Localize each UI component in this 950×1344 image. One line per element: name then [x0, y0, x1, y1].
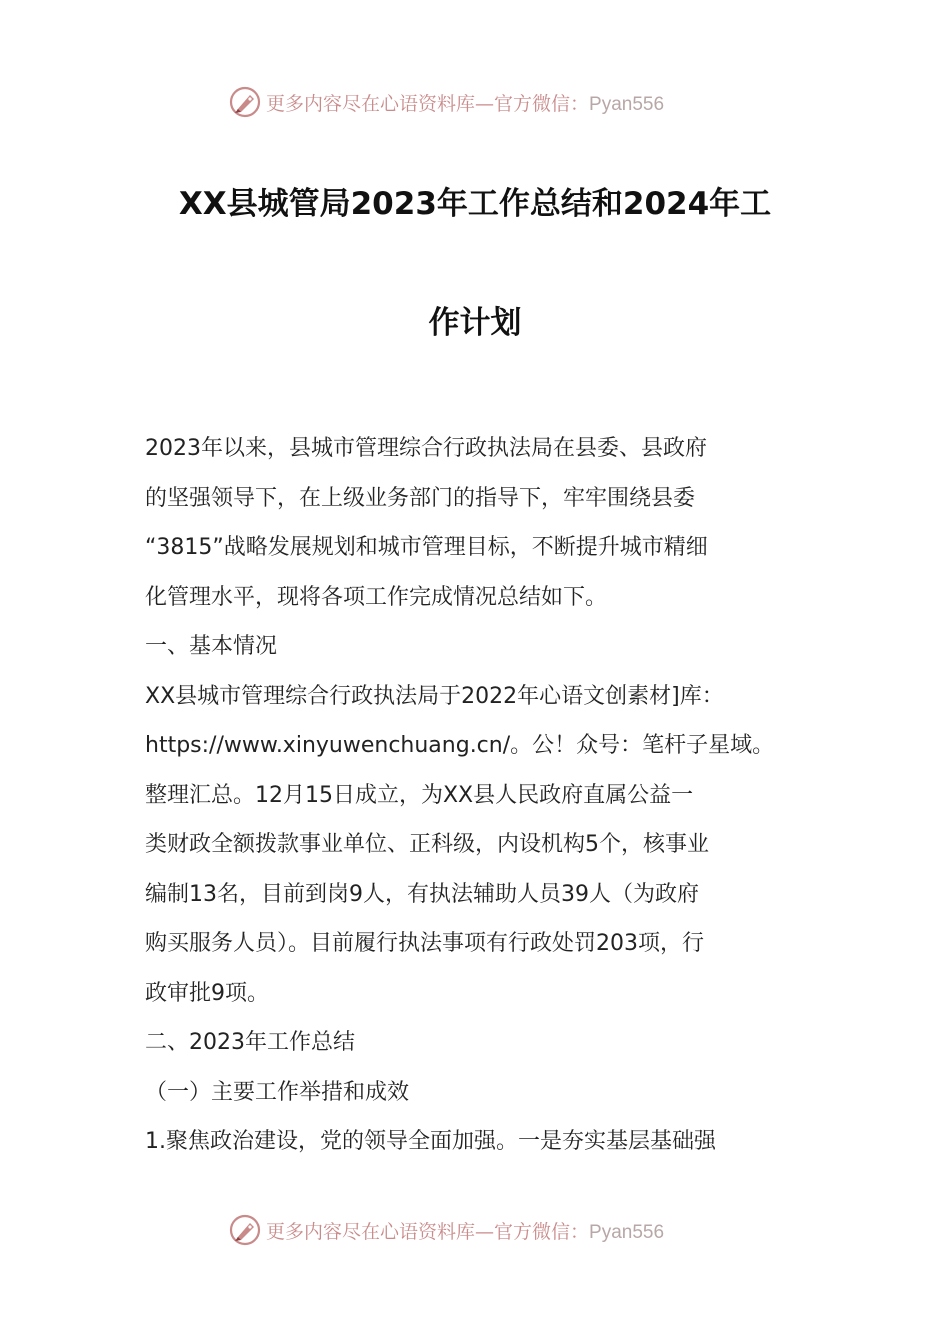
body-line: 编制13名，目前到岗9人，有执法辅助人员39人（为政府 [145, 881, 699, 907]
body-line: 的坚强领导下，在上级业务部门的指导下，牢牢围绕县委 [145, 485, 696, 511]
watermark-banner-bottom [228, 1210, 748, 1250]
body-line: 政审批9项。 [145, 980, 269, 1006]
body-line: XX县城市管理综合行政执法局于2022年心语文创素材]库： [145, 683, 724, 709]
body-line: 类财政全额拨款事业单位、正科级，内设机构5个，核事业 [145, 832, 709, 857]
wechat-id: Pyan556 [589, 1221, 665, 1243]
document-title-line2: 作计划 [428, 305, 522, 341]
body-line: “3815”战略发展规划和城市管理目标，不断提升城市精细 [145, 535, 708, 560]
watermark-text: 更多内容尽在心语资料库—官方微信：Pyan556 [266, 92, 665, 115]
body-line: 购买服务人员）。目前履行执法事项有行政处罚203项，行 [145, 931, 704, 956]
pen-nib-logo-icon [228, 85, 262, 119]
section-heading: 一、基本情况 [145, 634, 278, 659]
body-line: 2023年以来，县城市管理综合行政执法局在县委、县政府 [145, 436, 707, 461]
body-line: 化管理水平，现将各项工作完成情况总结如下。 [145, 584, 608, 610]
section-heading: 二、2023年工作总结 [145, 1030, 355, 1055]
body-line: 整理汇总。12月15日成立，为XX县人民政府直属公益一 [145, 782, 694, 808]
document-body [145, 424, 810, 1167]
pen-nib-logo-icon [228, 1213, 262, 1247]
wechat-id: Pyan556 [589, 93, 665, 115]
subsection-heading: （一）主要工作举措和成效 [145, 1079, 410, 1105]
watermark-banner-top [228, 82, 748, 122]
body-line: https://www.xinyuwenchuang.cn/。公！众号：笔杆子星域。 [145, 733, 775, 758]
body-line: 1.聚焦政治建设，党的领导全面加强。一是夯实基层基础强 [145, 1129, 716, 1154]
document-title-line1: XX县城管局2023年工作总结和2024年工 [178, 186, 772, 222]
watermark-text: 更多内容尽在心语资料库—官方微信：Pyan556 [266, 1220, 665, 1243]
